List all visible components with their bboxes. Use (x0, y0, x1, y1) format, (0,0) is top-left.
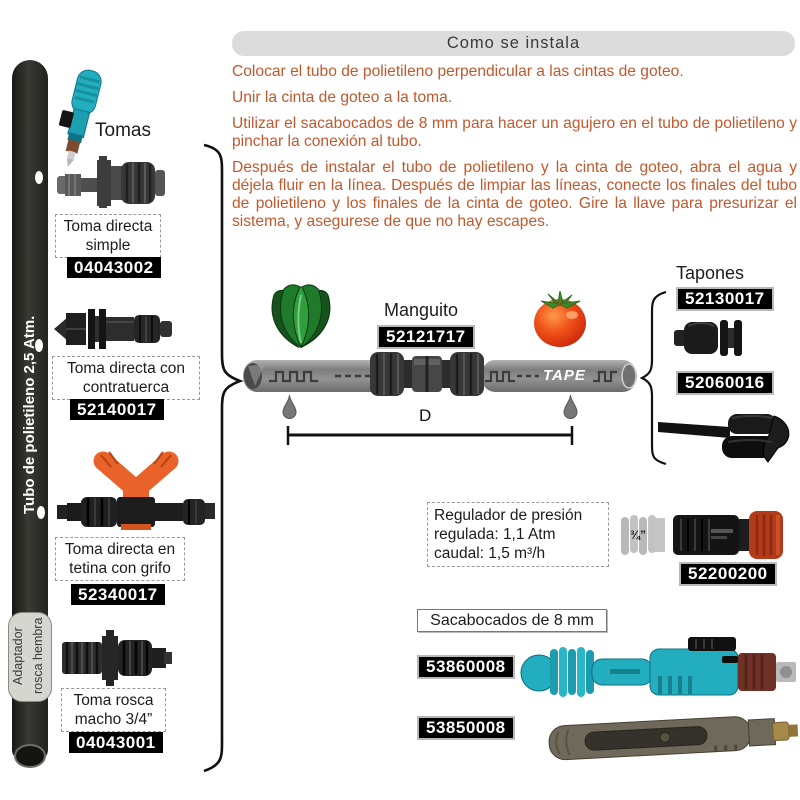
section-header (232, 31, 795, 56)
section-header-title: Como se instala (446, 34, 581, 52)
sacabocados-title: Sacabocados de 8 mm (430, 611, 594, 629)
punch-tool-gray-illustration (545, 706, 800, 768)
tube-label: Tubo de polietileno 2,5 Atm. (21, 315, 38, 515)
regulator-spec-line3: caudal: 1,5 m³/h (434, 545, 546, 562)
sacabocados-title-box (417, 609, 607, 632)
regulator-spec-line2: regulada: 1,1 Atm (434, 526, 556, 543)
lettuce-illustration (266, 281, 336, 353)
toma-contratuerca-illustration (52, 300, 174, 358)
tomas-title: Tomas (95, 120, 151, 141)
tapones-title: Tapones (676, 263, 745, 283)
end-cap-illustration (670, 314, 750, 362)
droplet-icon (281, 394, 298, 420)
product-code: 52130017 (676, 287, 774, 311)
product-code: 52140017 (70, 399, 164, 420)
tube-open-end (14, 744, 46, 768)
tape-knotted-end-illustration (658, 402, 798, 470)
adapter-label (8, 612, 52, 702)
instructions-block (232, 63, 797, 239)
toma-label: Toma directa con contratuerca (52, 356, 200, 400)
instruction-step: Colocar el tubo de polietileno perpendicular a las cintas de goteo. (232, 63, 684, 80)
thread-size-label: ¾” (630, 528, 647, 542)
tube-hole (35, 171, 43, 184)
adapter-label-line1: Adaptador (11, 627, 25, 685)
tomato-illustration (527, 291, 593, 349)
product-code: 52060016 (676, 371, 774, 395)
instruction-step: Unir la cinta de goteo a la toma. (232, 89, 453, 106)
instruction-step: Después de instalar el tubo de polietileno y la cinta de goteo, abra el agua y déjela fluir en la línea. Después de limpiar las líneas, conecte los finales del tubo de polietileno y los finales de la cinta de goteo. Gire la llave para presurizar el sistema, y asegurese de que no hay escapes. (232, 159, 797, 230)
instruction-step: Utilizar el sacabocados de 8 mm para hacer un agujero en el tubo de polietileno y pinchar la conexión al tubo. (232, 115, 797, 150)
tape-word: TAPE (543, 367, 586, 384)
punch-tool-teal-illustration (518, 636, 800, 706)
dimension-label: D (419, 406, 432, 425)
product-code: 53860008 (417, 655, 515, 679)
droplet-icon (562, 394, 579, 420)
product-code: 04043002 (67, 257, 161, 278)
manguito-title: Manguito (384, 300, 459, 320)
coupling-illustration (368, 346, 486, 402)
regulator-spec-line1: Regulador de presión (434, 507, 583, 524)
regulator-spec-box (427, 502, 609, 567)
pressure-regulator-illustration (671, 505, 787, 565)
product-code: 52340017 (71, 584, 165, 605)
toma-label: Toma directa simple (55, 214, 161, 258)
toma-grifo-illustration (55, 445, 217, 537)
product-code: 52121717 (377, 325, 475, 349)
toma-label: Toma directa en tetina con grifo (55, 537, 185, 581)
dimension-line (284, 424, 576, 448)
toma-directa-simple-illustration (55, 150, 167, 214)
product-code: 53850008 (417, 716, 515, 740)
drip-tape-left-detail (243, 360, 385, 392)
product-code: 52200200 (679, 562, 777, 586)
toma-label: Toma rosca macho 3/4” (61, 688, 166, 732)
toma-rosca-macho-illustration (60, 628, 172, 688)
adapter-label-line2: rosca hembra (31, 617, 45, 695)
product-code: 04043001 (69, 732, 163, 753)
